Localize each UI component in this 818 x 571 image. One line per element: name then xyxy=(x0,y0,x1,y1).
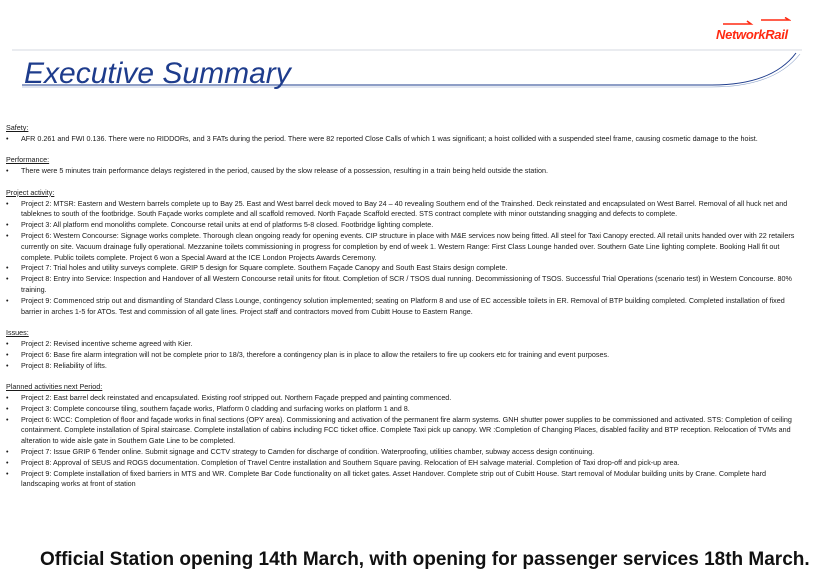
list-item: • Project 8: Approval of SEUS and ROGS documentation. Completion of Travel Centre installation and Southern Square paving. Relocation of EH salvage material. Completion of Taxi drop-off and pick-up area. xyxy=(6,458,806,469)
list-item: • Project 2: East barrel deck reinstated and encapsulated. Existing roof stripped out. Northern Façade prepped and painting commenced. xyxy=(6,393,806,404)
page-title: Executive Summary xyxy=(24,57,291,90)
list-item: • There were 5 minutes train performance delays registered in the period, caused by the slow release of a possession, resulting in a train being held outside the station. xyxy=(6,166,806,177)
list-item: • Project 3: All platform end monoliths complete. Concourse retail units at end of platforms 5-8 closed. Footbridge lighting complete. xyxy=(6,220,806,231)
section-heading: Performance: xyxy=(6,155,50,165)
list-item: • Project 9: Commenced strip out and dismantling of Standard Class Lounge, contingency solution implemented; seating on Platform 8 and use of EC accessible toilets in ER. Removal of BTP building completed. Completed installation of fixed barrier in arches 1-5 for ATOs. Test and commission of all gate lines. Project staff and contractors moved from Cubitt House to Eastern Range. xyxy=(6,296,806,318)
list-item: • Project 8: Reliability of lifts. xyxy=(6,361,806,372)
section-heading: Planned activities next Period: xyxy=(6,382,103,392)
list-item: • Project 2: Revised incentive scheme agreed with Kier. xyxy=(6,339,806,350)
planned-activities-section xyxy=(6,382,806,490)
list-item: • Project 8: Entry into Service: Inspection and Handover of all Western Concourse retail units for fitout. Completion of SCR / TSOS dual running. Decommissioning of TSOS. Successful Trial Operations (scenario test) in Western Concourse. 80% training. xyxy=(6,274,806,296)
list-item: • Project 7: Issue GRIP 6 Tender online. Submit signage and CCTV strategy to Camden for discharge of condition. Waterproofing, utilities chamber, subway access design continuing. xyxy=(6,447,806,458)
list-item: • Project 9: Complete installation of fixed barriers in MTS and WR. Complete Bar Code functionality on all ticket gates. Asset Handover. Complete strip out of Cubitt House. Start removal of Modular building units by Crane. Complete hard landscaping works at front of station xyxy=(6,469,806,491)
double-arrow-logo-icon xyxy=(721,17,791,27)
section-heading: Safety: xyxy=(6,123,29,132)
list-item: • Project 6: Base fire alarm integration will not be complete prior to 18/3, therefore a contingency plan is in place to allow the retailers to fire up cookers etc for training and event purposes. xyxy=(6,350,806,361)
list-item: • Project 6: Western Concourse: Signage works complete. Thorough clean ongoing ready for opening events. CIP structure in place with M&E services now being fitted. All steel for Taxi Canopy erected. All retail units handed over with 22 retailers currently on site. Vacuum drainage fully operational. Mezzanine toilets commissioning in progress for completion by end of week 1. Western Range: First Class Lounge handed over. Southern Gate Line lighting complete. Booking Hall fit out complete. Public toilets complete. Project 6 won a Special Award at the ICE London Projects Awards Ceremony. xyxy=(6,231,806,263)
network-rail-logo xyxy=(716,27,788,42)
list-item: • AFR 0.261 and FWI 0.136. There were no RIDDORs, and 3 FATs during the period. There were 82 reported Close Calls of which 1 was significant; a hoist collided with a suspended steel frame, causing cosmetic damage to the hoist. xyxy=(6,134,806,145)
section-heading: Project activity: xyxy=(6,187,55,197)
list-item: • Project 6: WCC: Completion of floor and façade works in final sections (OPY area). Commissioning and activation of the permanent fire alarm systems. GNH shutter power supplies to be commissioned and activated. STS: Completion of ceiling containment. Complete installation of Spiral staircase. Complete installation of cabins including FCC ticket office. Complete Taxi pick up canopy. WR :Completion of Changing Places, disabled facility and BTP reception. Relocation of TVMs and alteration to wide aisle gate in Southern Gate Line to be completed. xyxy=(6,415,806,447)
safety-section xyxy=(6,123,806,145)
issues-section xyxy=(6,328,806,371)
footer-announcement: Official Station opening 14th March, with opening for passenger services 18th March. xyxy=(40,549,810,570)
summary-content xyxy=(6,123,806,490)
list-item: • Project 7: Trial holes and utility surveys complete. GRIP 5 design for Square complete. Southern Façade Canopy and South East Stairs design complete. xyxy=(6,263,806,274)
project-activity-section xyxy=(6,188,806,318)
performance-section xyxy=(6,155,806,177)
list-item: • Project 2: MTSR: Eastern and Western barrels complete up to Bay 25. East and West barrel deck moved to Bay 24 – 40 revealing Southern end of the Trainshed. Deck reinstated and encapsulated on West Barrel. Removal of all huck net and tableknes to south of the footbridge. South Façade works complete and all scaffold removed. North Façade Scaffold erected. STS contract complete with minor outstanding snagging and defects to complete. xyxy=(6,199,806,221)
list-item: • Project 3: Complete concourse tiling, southern façade works, Platform 0 cladding and surfacing works on platform 1 and 8. xyxy=(6,404,806,415)
logo-text: NetworkRail xyxy=(716,27,788,42)
section-heading: Issues: xyxy=(6,328,29,338)
